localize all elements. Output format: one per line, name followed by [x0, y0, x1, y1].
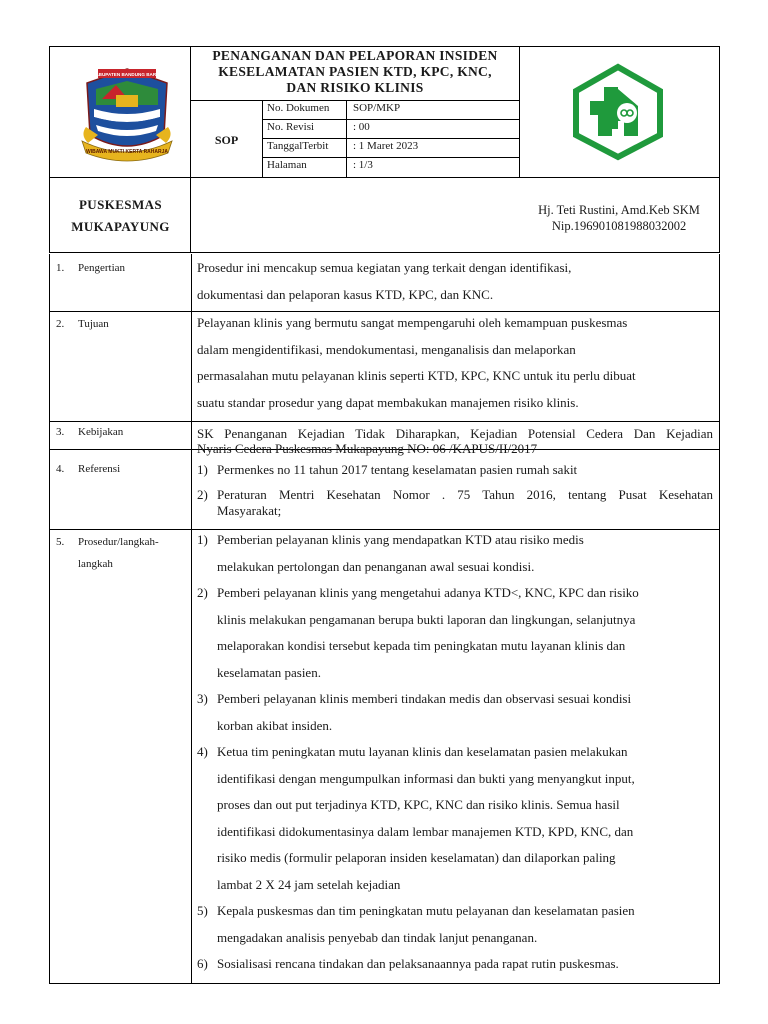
section-label-text: Tujuan — [78, 318, 109, 330]
title-line: PENANGANAN DAN PELAPORAN INSIDEN — [212, 48, 498, 63]
list-number: 2) — [197, 487, 208, 502]
text-line: Masyarakat; — [217, 503, 282, 518]
text-line: Peraturan Mentri Kesehatan Nomor . 75 Tahun 2016, tentang Pusat Kesehatan — [217, 487, 713, 502]
sop-header-table — [49, 46, 720, 253]
title-line: DAN RISIKO KLINIS — [286, 80, 424, 95]
section-number: 2. — [56, 318, 65, 330]
text-line: lambat 2 X 24 jam setelah kejadian — [217, 876, 401, 892]
sop-label: SOP — [214, 133, 239, 147]
label-column-divider — [191, 254, 192, 984]
text-line: Nyaris Cedera Puskesmas Mukapayung NO: 06 /KAPUS/II/2017 — [197, 441, 538, 456]
text-line: proses dan out put terjadinya KTD, KPC, KNC dan risiko klinis. Semua hasil — [217, 797, 620, 812]
text-line: Pemberian pelayanan klinis yang mendapatkan KTD atau risiko medis — [217, 532, 584, 547]
row-divider — [50, 421, 719, 422]
text-line: Pemberi pelayanan klinis yang mengetahui adanya KTD<, KNC, KPC dan risiko — [217, 585, 639, 600]
list-number: 4) — [197, 744, 208, 759]
section-label-prosedur — [56, 531, 159, 575]
organization-line: PUSKESMAS — [78, 197, 163, 212]
section-number: 5. — [56, 536, 65, 548]
text-line: Kepala puskesmas dan tim peningkatan mutu pelayanan dan keselamatan pasien — [217, 903, 635, 918]
text-line: suatu standar prosedur yang dapat membakukan manajemen risiko klinis. — [197, 394, 579, 410]
meta-row — [262, 157, 519, 173]
text-line: melaporakan kondisi tersebut kepada tim peningkatan mutu layanan klinis dan — [217, 638, 626, 653]
regency-emblem-logo — [72, 65, 182, 165]
meta-key: Halaman — [267, 159, 307, 171]
meta-row — [262, 119, 519, 135]
section-label-text: Kebijakan — [78, 426, 124, 438]
meta-value: : 1 Maret 2023 — [353, 140, 419, 152]
header-divider — [519, 47, 520, 177]
text-line: Pelayanan klinis yang bermutu sangat mempengaruhi oleh kemampuan puskesmas — [197, 315, 628, 330]
section-label-text: langkah — [78, 558, 113, 570]
text-line: Permenkes no 11 tahun 2017 tentang keselamatan pasien rumah sakit — [217, 462, 578, 477]
list-item — [197, 686, 713, 739]
section-label-kebijakan — [56, 424, 123, 440]
section-label-pengertian — [56, 260, 125, 276]
meta-value: : 00 — [353, 121, 370, 133]
text-line: melakukan pertolongan dan penanganan awal sesuai kondisi. — [217, 558, 535, 574]
section-text-prosedur — [197, 527, 713, 978]
text-line: keselamatan pasien. — [217, 664, 321, 680]
text-line: Ketua tim peningkatan mutu layanan klinis dan keselamatan pasien melakukan — [217, 744, 628, 759]
meta-row — [262, 100, 519, 116]
list-item — [197, 527, 713, 580]
meta-value: : 1/3 — [353, 159, 373, 171]
text-line: SK Penanganan Kejadian Tidak Diharapkan, Kejadian Potensial Cedera Dan Kejadian — [197, 426, 713, 441]
meta-key: No. Dokumen — [267, 102, 330, 114]
section-text-pengertian — [197, 255, 713, 308]
text-line: identifikasi didokumentasinya dalam lembar manajemen KTD, KPD, KNC, dan — [217, 823, 634, 839]
health-cross-logo — [568, 61, 668, 161]
section-label-tujuan — [56, 316, 109, 332]
section-number: 1. — [56, 262, 65, 274]
list-item — [197, 898, 713, 951]
title-line: KESELAMATAN PASIEN KTD, KPC, KNC, — [218, 64, 492, 79]
section-text-referensi — [197, 462, 713, 519]
section-text-kebijakan — [197, 426, 713, 456]
list-item — [197, 580, 713, 686]
text-line: permasalahan mutu pelayanan klinis seperti KTD, KPC, KNC untuk itu perlu dibuat — [197, 368, 636, 383]
section-number: 4. — [56, 463, 65, 475]
text-line: korban akibat insiden. — [217, 717, 333, 733]
section-label-text: Referensi — [78, 463, 121, 475]
section-label-text: Pengertian — [78, 262, 126, 274]
list-item — [197, 487, 713, 519]
organization-name — [50, 194, 191, 238]
header-divider — [50, 177, 719, 178]
section-label-referensi — [56, 461, 120, 477]
meta-row — [262, 138, 519, 154]
text-line: dalam mengidentifikasi, mendokumentasi, menganalisis dan melaporkan — [197, 341, 576, 357]
list-item — [197, 951, 713, 978]
signer-block — [519, 202, 719, 234]
list-item — [197, 739, 713, 898]
meta-key: TanggalTerbit — [267, 140, 329, 152]
list-number: 1) — [197, 532, 208, 547]
meta-key: No. Revisi — [267, 121, 315, 133]
list-number: 6) — [197, 956, 208, 971]
list-number: 3) — [197, 691, 208, 706]
text-line: identifikasi dengan mengumpulkan informasi dan bukti yang menyangkut input, — [217, 770, 635, 786]
list-item — [197, 462, 713, 478]
list-number: 5) — [197, 903, 208, 918]
text-line: mengadakan analisis penyebab dan tindak lanjut penanganan. — [217, 929, 538, 945]
emblem-top-text: KABUPATEN BANDUNG BARAT — [92, 72, 162, 77]
organization-line: MUKAPAYUNG — [71, 219, 170, 234]
text-line: risiko medis (formulir pelaporan insiden keselamatan) dan dilaporkan paling — [217, 850, 616, 865]
meta-value: SOP/MKP — [353, 102, 401, 114]
text-line: Prosedur ini mencakup semua kegiatan yang terkait dengan identifikasi, — [197, 260, 572, 275]
emblem-motto-text: WIBAWA MUKTI KERTA RAHARJA — [85, 149, 169, 155]
signer-name: Hj. Teti Rustini, Amd.Keb SKM — [538, 203, 700, 217]
list-number: 1) — [197, 462, 208, 477]
sop-content-table — [49, 254, 720, 984]
text-line: klinis melakukan pengamanan berupa bukti laporan dan lingkungan, selanjutnya — [217, 611, 636, 627]
text-line: dokumentasi dan pelaporan kasus KTD, KPC, dan KNC. — [197, 286, 494, 302]
list-number: 2) — [197, 585, 208, 600]
signer-nip: Nip.196901081988032002 — [551, 219, 687, 233]
section-text-tujuan — [197, 310, 713, 416]
document-title — [191, 48, 519, 96]
text-line: Pemberi pelayanan klinis memberi tindakan medis dan observasi sesuai kondisi — [217, 691, 632, 706]
section-number: 3. — [56, 426, 65, 438]
text-line: Sosialisasi rencana tindakan dan pelaksanaannya pada rapat rutin puskesmas. — [217, 956, 619, 971]
section-label-text: Prosedur/langkah- — [78, 536, 159, 548]
